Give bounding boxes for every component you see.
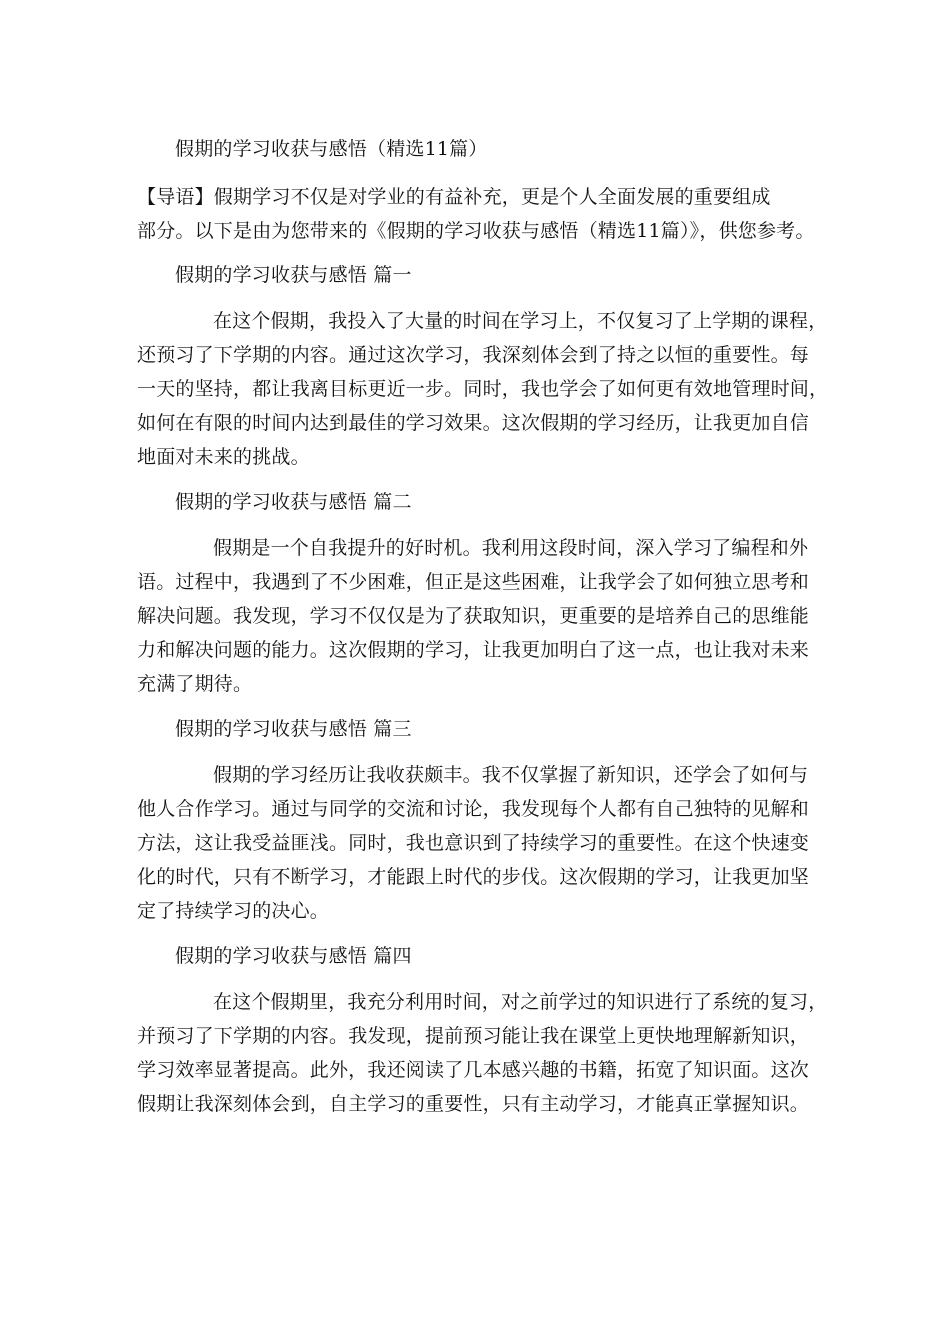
paragraph-line: 假期的学习经历让我收获颇丰。我不仅掌握了新知识，还学会了如何与	[213, 764, 809, 786]
section-heading: 假期的学习收获与感悟 篇二	[175, 491, 412, 513]
paragraph-line: 如何在有限的时间内达到最佳的学习效果。这次假期的学习经历，让我更加自信	[137, 412, 810, 434]
paragraph-line: 语。过程中，我遇到了不少困难，但正是这些困难，让我学会了如何独立思考和	[137, 571, 810, 593]
paragraph-line: 化的时代，只有不断学习，才能跟上时代的步伐。这次假期的学习，让我更加坚	[137, 866, 810, 888]
section-paragraph	[137, 758, 827, 928]
paragraph-line: 学习效率显著提高。此外，我还阅读了几本感兴趣的书籍，拓宽了知识面。这次	[137, 1059, 810, 1081]
paragraph-line: 解决问题。我发现，学习不仅仅是为了获取知识，更重要的是培养自己的思维能	[137, 605, 810, 627]
paragraph-line: 他人合作学习。通过与同学的交流和讨论，我发现每个人都有自己独特的见解和	[137, 798, 810, 820]
paragraph-line: 假期是一个自我提升的好时机。我利用这段时间，深入学习了编程和外	[213, 537, 809, 559]
paragraph-line: 假期让我深刻体会到，自主学习的重要性，只有主动学习，才能真正掌握知识。	[137, 1093, 810, 1115]
paragraph-line: 并预习了下学期的内容。我发现，提前预习能让我在课堂上更快地理解新知识，	[137, 1025, 810, 1047]
paragraph-line: 力和解决问题的能力。这次假期的学习，让我更加明白了这一点，也让我对未来	[137, 639, 810, 661]
intro-paragraph	[137, 180, 827, 248]
section-paragraph	[137, 531, 827, 701]
paragraph-line: 还预习了下学期的内容。通过这次学习，我深刻体会到了持之以恒的重要性。每	[137, 344, 810, 366]
section-heading: 假期的学习收获与感悟 篇四	[175, 945, 412, 967]
intro-line: 【导语】假期学习不仅是对学业的有益补充，更是个人全面发展的重要组成	[137, 186, 771, 208]
paragraph-line: 充满了期待。	[137, 673, 253, 695]
section-paragraph	[137, 985, 827, 1121]
section-heading: 假期的学习收获与感悟 篇三	[175, 718, 412, 740]
paragraph-line: 方法，这让我受益匪浅。同时，我也意识到了持续学习的重要性。在这个快速变	[137, 832, 810, 854]
paragraph-line: 地面对未来的挑战。	[137, 446, 310, 468]
section-heading: 假期的学习收获与感悟 篇一	[175, 264, 412, 286]
section-paragraph	[137, 304, 827, 474]
document-title: 假期的学习收获与感悟（精选11篇）	[175, 138, 488, 160]
paragraph-line: 定了持续学习的决心。	[137, 900, 330, 922]
paragraph-line: 一天的坚持，都让我离目标更近一步。同时，我也学会了如何更有效地管理时间，	[137, 378, 829, 400]
paragraph-line: 在这个假期，我投入了大量的时间在学习上，不仅复习了上学期的课程，	[213, 310, 828, 332]
intro-line: 部分。以下是由为您带来的《假期的学习收获与感悟（精选11篇）》，供您参考。	[137, 220, 815, 242]
paragraph-line: 在这个假期里，我充分利用时间，对之前学过的知识进行了系统的复习，	[213, 991, 828, 1013]
document-body	[137, 132, 827, 1132]
